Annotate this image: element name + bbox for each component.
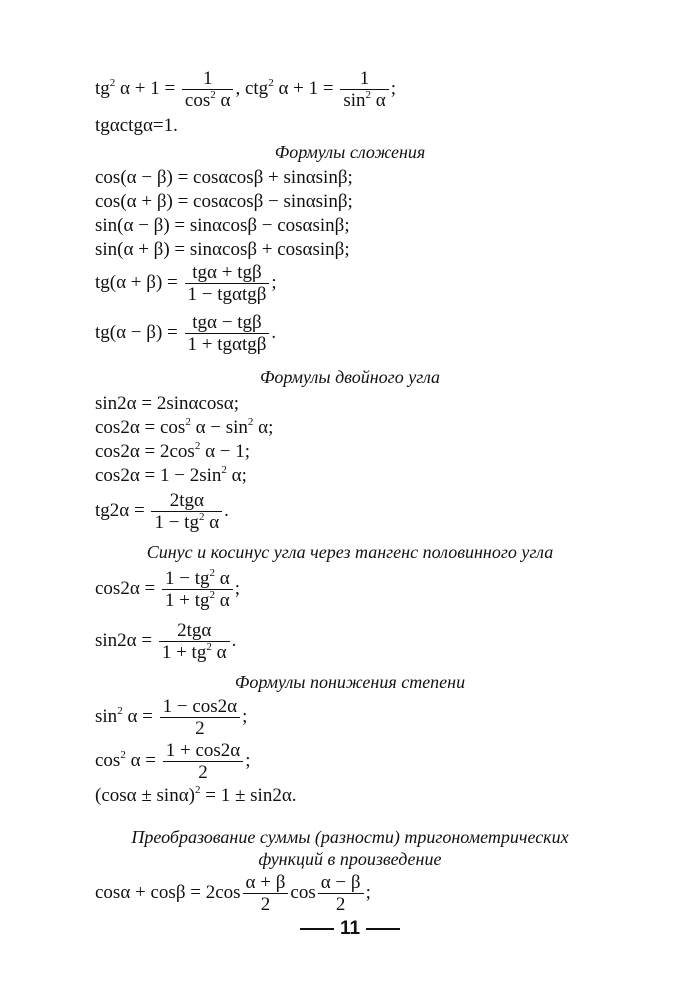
page-number-dash-left [300,928,334,930]
formula-tg-sum [95,262,277,306]
exponent: 2 [210,89,216,102]
formula-text: . [271,322,277,344]
exponent: 2 [365,89,372,102]
numerator [162,568,233,590]
formula-text: cos [95,750,121,772]
formula-text: ; [271,272,277,294]
numerator: 1 − cos2α [160,696,241,718]
formula-text: cos2α = cos [95,417,186,438]
numerator: α − β [318,872,364,894]
formula-text: ; [234,578,240,600]
formula-sin-squared [95,696,247,740]
formula-sin-diff: sin(α − β) = sinαcosβ − cosαsinβ; [95,215,350,236]
formula-sin-double: sin2α = 2sinαcosα; [95,393,240,414]
formula-text: α − 1; [205,441,251,462]
denominator [151,512,222,533]
denominator: 2 [260,894,271,916]
formula-sin-via-tg [95,620,236,664]
formula-text: sin [95,706,118,728]
page-number [0,918,700,940]
formula-text: . [231,630,237,652]
numerator: tgα + tgβ [185,262,270,284]
formula-text: α + 1 = [278,78,339,100]
fraction [162,568,233,612]
formula-text: tg2α = [95,500,150,522]
formula-text: = 1 ± sin2α. [200,785,297,806]
formula-text: cos [290,882,316,904]
formula-text: 1 + tg [161,642,207,664]
denominator [159,642,230,663]
numerator: 1 [340,68,388,90]
formula-text: α [375,90,386,112]
formula-text: α = [127,706,158,728]
page-number-text: 11 [339,918,361,939]
fraction [163,740,244,784]
formula-text: tg(α + β) = [95,272,183,294]
formula-text: α [209,512,220,534]
fraction [185,312,270,356]
fraction [318,872,364,916]
exponent: 2 [268,77,274,90]
exponent: 2 [209,567,215,579]
formula-cos-double-2 [95,442,250,461]
exponent: 2 [109,77,116,90]
formula-cos-sum-to-product [95,872,371,916]
exponent: 2 [195,784,201,796]
numerator: 2tgα [151,490,222,512]
formula-cos-via-tg [95,568,240,612]
formula-text: α; [258,417,274,438]
denominator [162,590,233,611]
formula-text: , ctg [235,78,269,100]
formula-text: sin2α = [95,630,157,652]
formula-text: α [219,568,230,589]
formula-text: α − sin [195,417,248,438]
numerator: 1 [182,68,234,90]
formula-cos-diff: cos(α − β) = cosαcosβ + sinαsinβ; [95,167,353,188]
formula-text: ; [390,78,397,100]
fraction [151,490,222,534]
formula-text: cosα + cosβ = 2cos [95,882,241,904]
exponent: 2 [206,641,212,654]
exponent: 2 [247,416,254,428]
heading-power-reduction: Формулы понижения степени [234,672,466,692]
formula-tg-ctg-identities [95,68,396,112]
denominator [182,90,234,111]
formula-text: tg [95,78,110,100]
formula-text: α; [231,465,247,486]
exponent: 2 [194,440,201,452]
formula-text: ; [365,882,371,904]
formula-tg-diff [95,312,276,356]
exponent: 2 [221,464,227,476]
fraction [340,68,388,112]
numerator: α + β [243,872,289,894]
formula-square-sum [95,786,297,805]
formula-text: ; [242,706,248,728]
heading-double-angle: Формулы двойного угла [259,367,441,387]
formula-text: 1 − tg [154,512,199,534]
formula-text: α [220,90,231,112]
exponent: 2 [117,705,123,718]
formula-text: tg(α − β) = [95,322,183,344]
formula-text: cos2α = [95,578,160,600]
formula-text: α + 1 = [120,78,180,100]
formula-text: (cosα ± sinα) [95,785,195,806]
heading-half-angle-tangent: Синус и косинус угла через тангенс половинного угла [146,542,554,562]
formula-text: cos2α = 1 − 2sin [95,465,222,486]
exponent: 2 [185,416,191,428]
denominator: 1 + tgαtgβ [187,334,267,356]
fraction [185,262,270,306]
formula-cos-sum: cos(α + β) = cosαcosβ − sinαsinβ; [95,191,353,212]
formula-text: α [216,642,227,664]
exponent: 2 [209,589,215,602]
denominator: 2 [198,762,208,784]
formula-text: α = [130,750,161,772]
numerator: tgα − tgβ [185,312,270,334]
formula-tg-ctg-product: tgαctgα=1. [95,115,178,136]
denominator: 1 − tgαtgβ [187,284,267,306]
formula-text: α [219,590,230,612]
denominator [340,90,388,111]
formula-text: ; [245,750,251,772]
denominator: 2 [335,894,346,916]
formula-text: cos2α = 2cos [95,441,195,462]
formula-cos-squared [95,740,251,784]
formula-text: . [224,500,229,522]
page-number-dash-right [366,928,400,930]
formula-text: 1 − tg [165,568,210,589]
numerator: 2tgα [159,620,230,642]
fraction [243,872,289,916]
heading-addition-formulas: Формулы сложения [274,142,426,162]
formula-sin-sum: sin(α + β) = sinαcosβ + cosαsinβ; [95,239,350,260]
heading-sum-to-product-line2: функций в произведение [258,849,442,869]
fraction [160,696,241,740]
fraction [159,620,230,664]
formula-text: cos [184,90,211,112]
denominator: 2 [195,718,205,740]
formula-cos-double-1 [95,418,273,437]
formula-cos-double-3 [95,466,247,485]
formula-text: 1 + tg [165,590,210,612]
exponent: 2 [198,511,205,524]
fraction [182,68,234,112]
exponent: 2 [120,749,126,762]
heading-sum-to-product-line1: Преобразование суммы (разности) тригонометрических [131,827,569,847]
numerator: 1 + cos2α [163,740,244,762]
formula-text: sin [343,90,366,112]
formula-tg-double [95,490,229,534]
